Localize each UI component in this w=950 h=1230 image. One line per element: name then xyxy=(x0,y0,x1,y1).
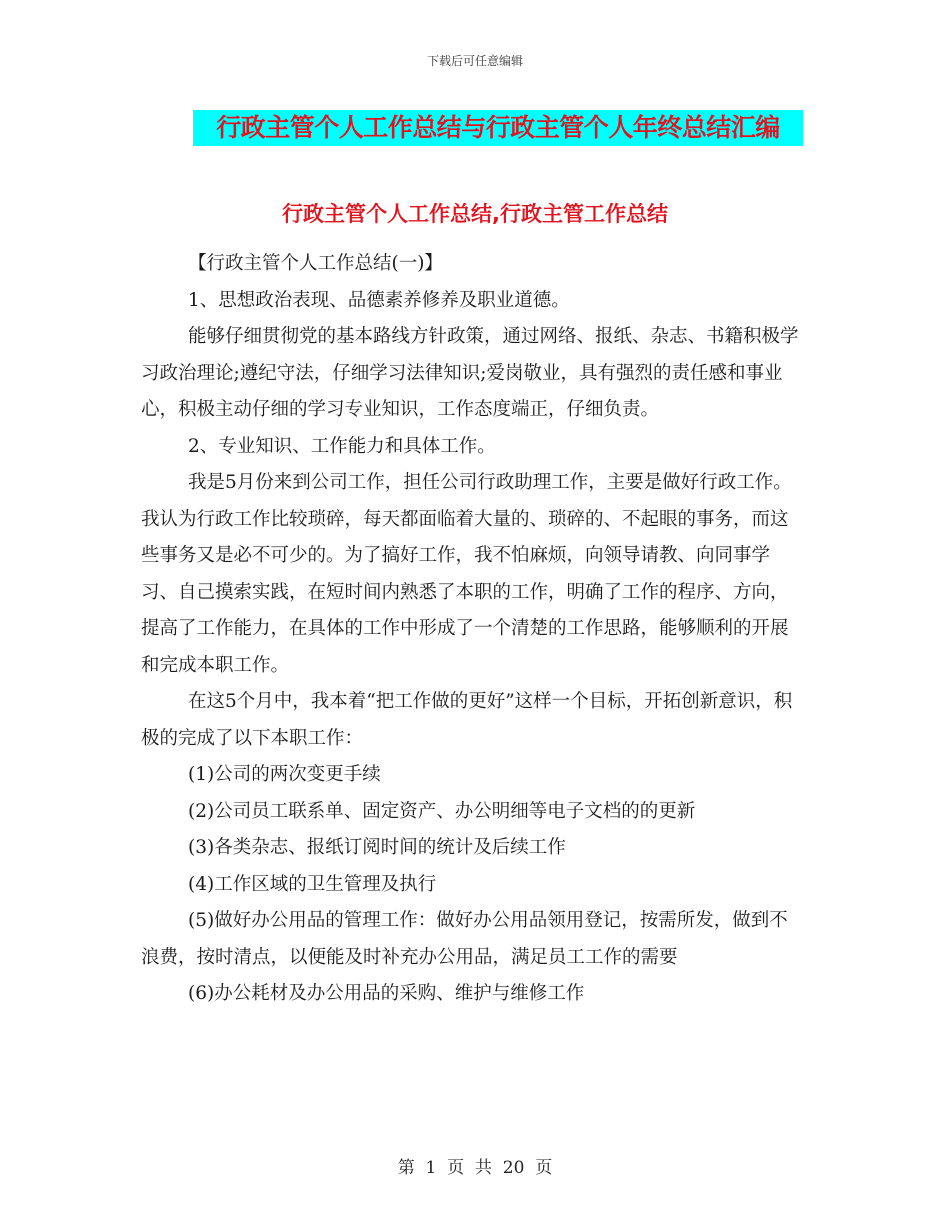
list-item: (2)公司员工联系单、固定资产、办公明细等电子文档的的更新 xyxy=(188,800,696,822)
list-item: (1)公司的两次变更手续 xyxy=(188,764,381,785)
document-sub-title: 行政主管个人工作总结,行政主管工作总结 xyxy=(282,202,668,226)
document-main-title: 行政主管个人工作总结与行政主管个人年终总结汇编 xyxy=(193,110,803,146)
section-heading: 【行政主管个人工作总结(一)】 xyxy=(188,253,443,274)
list-item: (6)办公耗材及办公用品的采购、维护与维修工作 xyxy=(188,983,585,1004)
list-item: (3)各类杂志、报纸订阅时间的统计及后续工作 xyxy=(188,837,566,858)
header-note: 下载后可任意编辑 xyxy=(426,54,523,68)
paragraph: 在这5个月中，我本着“把工作做的更好”这样一个目标，开拓创新意识，积极的完成了以下本职工作： xyxy=(141,691,793,749)
document-body xyxy=(141,246,801,1013)
list-item: (4)工作区域的卫生管理及执行 xyxy=(188,873,437,895)
list-item: (5)做好办公用品的管理工作：做好办公用品领用登记，按需所发，做到不浪费，按时清点，以便能及时补充办公用品，满足员工工作的需要 xyxy=(141,910,788,968)
paragraph: 能够仔细贯彻党的基本路线方针政策，通过网络、报纸、杂志、书籍积极学习政治理论;遵纪守法，仔细学习法律知识;爱岗敬业，具有强烈的责任感和事业心，积极主动仔细的学习专业知识，工作态度端正，仔细负责。 xyxy=(141,326,799,420)
paragraph: 2、专业知识、工作能力和具体工作。 xyxy=(188,435,496,457)
paragraph: 1、思想政治表现、品德素养修养及职业道德。 xyxy=(188,289,570,311)
paragraph: 我是5月份来到公司工作，担任公司行政助理工作，主要是做好行政工作。我认为行政工作比较琐碎，每天都面临着大量的、琐碎的、不起眼的事务，而这些事务又是必不可少的。为了搞好工作，我不怕麻烦，向领导请教、向同事学习、自己摸索实践，在短时间内熟悉了本职的工作，明确了工作的程序、方向，提高了工作能力，在具体的工作中形成了一个清楚的工作思路，能够顺利的开展和完成本职工作。 xyxy=(141,472,792,676)
page-footer: 第 1 页 共 20 页 xyxy=(397,1158,553,1178)
